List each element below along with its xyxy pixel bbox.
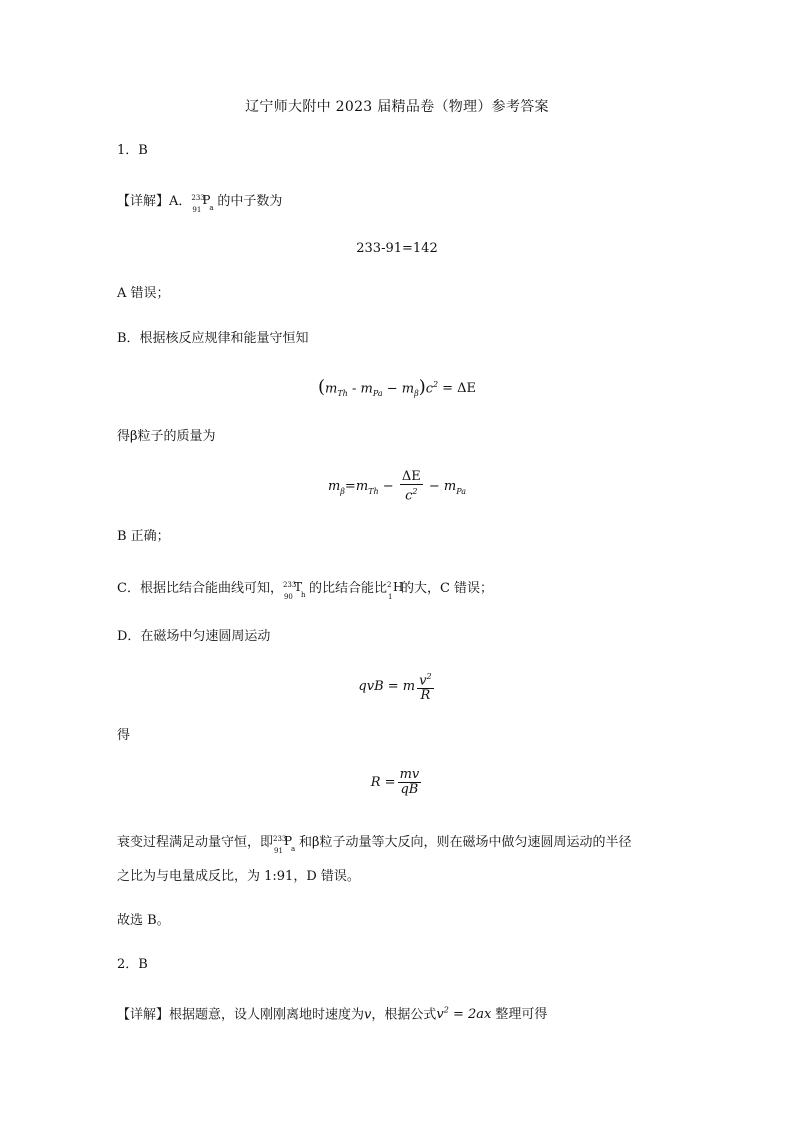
de-text: 得	[117, 728, 131, 743]
d-text-1: 衰变过程满足动量守恒，即 233 91 P a 和β粒子动量等大反向，则在磁场中做匀速圆周运动的半径	[117, 834, 632, 855]
equation-beta-mass: $m_\beta=m_{Th}$ − $\frac{\Delta E}{c^2}$ − $m_{Pa}$	[327, 469, 467, 504]
q2-number: 2．B	[117, 957, 148, 972]
q1-detail-a	[117, 191, 283, 214]
b-conclusion: B 正确；	[117, 529, 170, 544]
nuclide-pa: 233 91 P a	[191, 193, 214, 214]
equation-energy-conservation: $(m_{Th} - m_{Pa} - m_\beta)c^2 = \Delta E$	[317, 376, 477, 398]
equation-neutron-count: 233-91=142	[356, 241, 438, 256]
q1-number: 1．B	[117, 143, 148, 158]
page-title: 辽宁师大附中 2023 届精品卷（物理）参考答案	[245, 99, 549, 115]
nuclide-pa-2: 233 91 P a	[273, 834, 296, 855]
equation-radius: R = $\frac{mv}{qB}$	[370, 767, 420, 797]
c-statement: C．根据比结合能曲线可知， 233 90 T h 的比结合能比 2 1 H 的大，C 错误；	[117, 580, 494, 601]
nuclide-th: 233 90 T h	[282, 580, 306, 601]
detail-prefix: 【详解】A．	[117, 194, 192, 209]
d-text-2: 之比为与电量成反比，为 1:91，D 错误。	[117, 869, 360, 884]
d-intro: D．在磁场中匀速圆周运动	[117, 629, 271, 644]
beta-mass-intro: 得β粒子的质量为	[117, 429, 216, 444]
q1-final: 故选 B。	[117, 913, 170, 928]
nuclide-h: 2 1 H	[386, 580, 404, 601]
equation-lorentz-force: qvB = m $\frac{v^2}{R}$	[358, 672, 432, 704]
q2-detail: 【详解】根据题意，设人刚刚离地时速度为v，根据公式$v^2 = 2ax$ 整理可得	[117, 1006, 548, 1023]
a-conclusion: A 错误；	[117, 286, 170, 301]
b-intro: B．根据核反应规律和能量守恒知	[117, 331, 309, 346]
detail-suffix: 的中子数为	[217, 194, 283, 209]
